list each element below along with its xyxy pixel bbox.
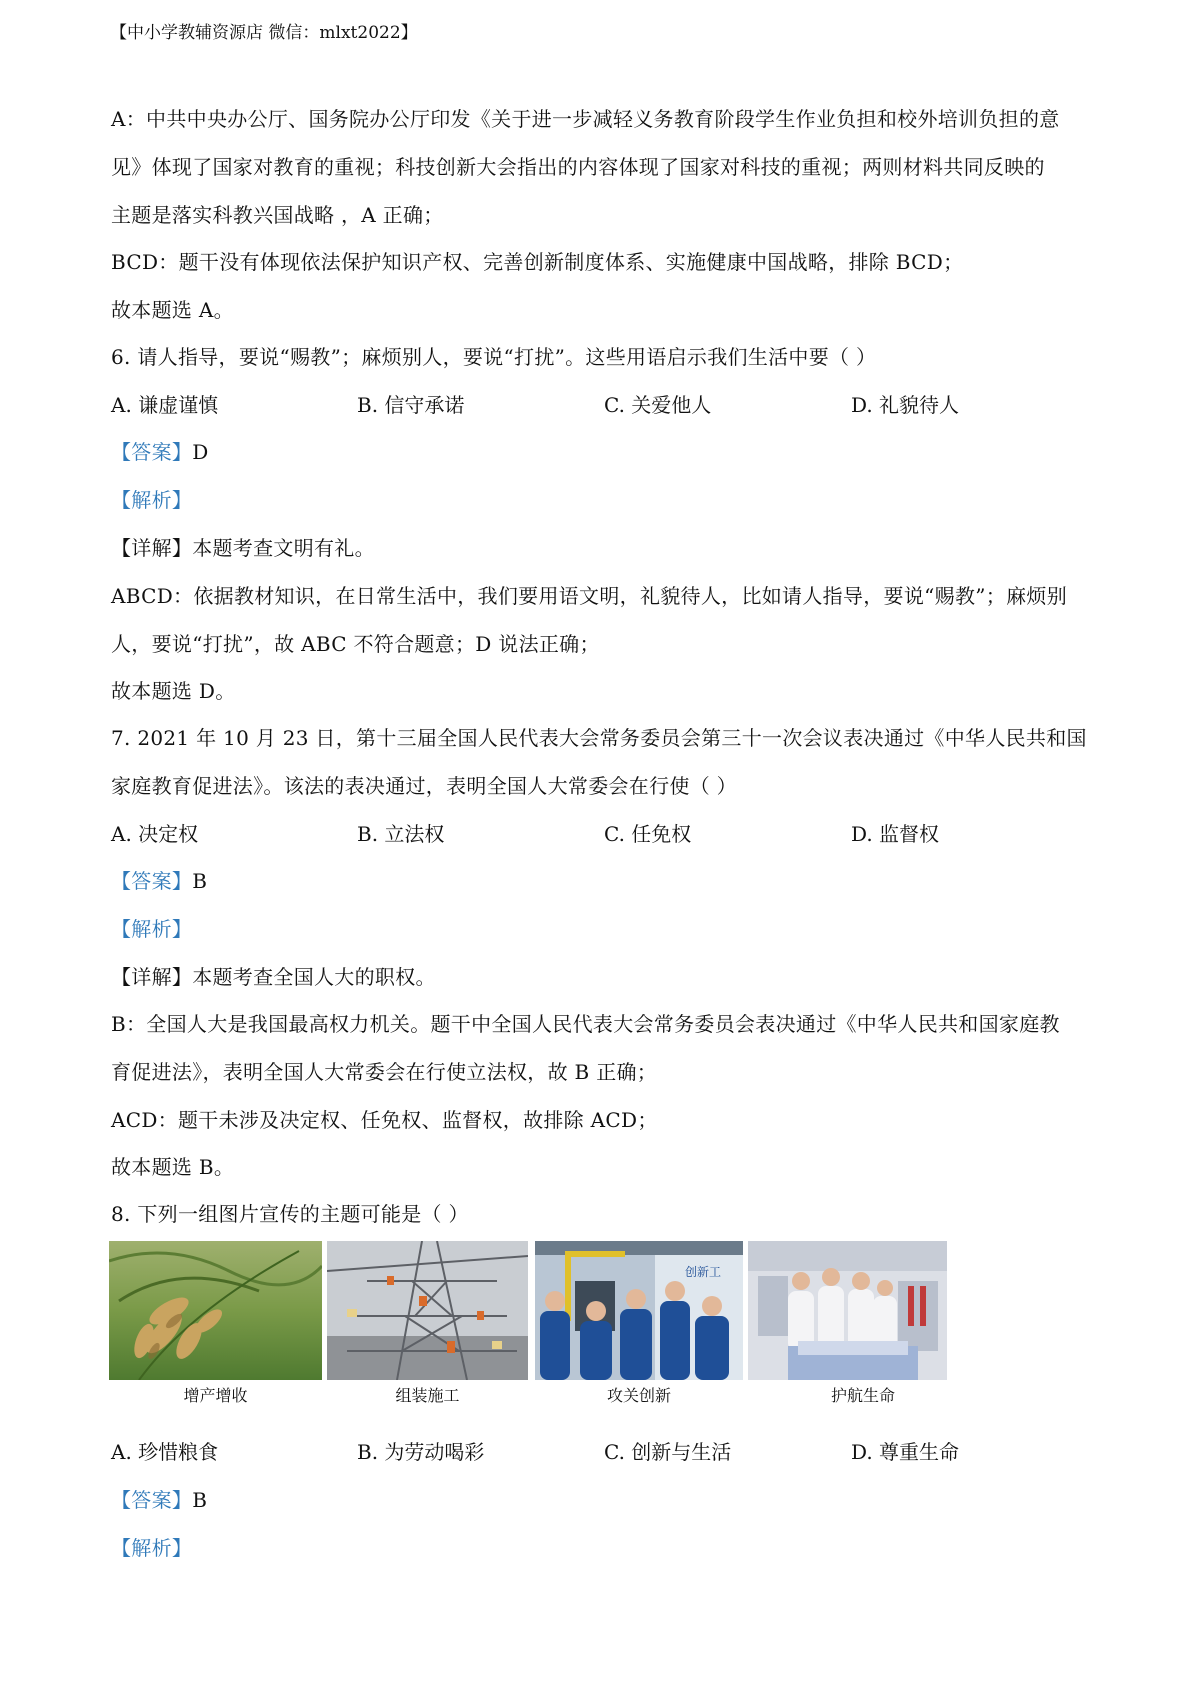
q6-stem: 6. 请人指导，要说“赐教”；麻烦别人，要说“打扰”。这些用语启示我们生活中要（ ）: [111, 345, 877, 369]
caption-3: 攻关创新: [606, 1386, 671, 1405]
detail-label: 【详解】: [111, 965, 193, 989]
q8-option-d: D. 尊重生命: [851, 1440, 960, 1464]
q7-stem-line2: 家庭教育促进法》。该法的表决通过，表明全国人大常委会在行使（ ）: [111, 774, 737, 798]
answer-value: D: [192, 440, 209, 464]
watermark-header: 【中小学教辅资源店 微信：mlxt2022】: [110, 23, 418, 43]
q7-option-b: B. 立法权: [357, 822, 445, 846]
q8-option-b: B. 为劳动喝彩: [357, 1440, 485, 1464]
photo-rice-harvest: [109, 1241, 322, 1380]
q6-detail: [111, 532, 375, 561]
q8-option-c: C. 创新与生活: [604, 1440, 732, 1464]
q6-explain-line3: 故本题选 D。: [111, 679, 236, 703]
q7-explain-line4: 故本题选 B。: [111, 1155, 235, 1179]
q6-option-b: B. 信守承诺: [357, 393, 465, 417]
q7-analysis-label: 【解析】: [111, 917, 193, 941]
q7-stem-line1: 7. 2021 年 10 月 23 日，第十三届全国人民代表大会常务委员会第三十一次会议表决通过《中华人民共和国: [111, 726, 1087, 750]
q5-explain-line2: 见》体现了国家对教育的重视；科技创新大会指出的内容体现了国家对科技的重视；两则材料共同反映的: [111, 155, 1045, 179]
answer-value: B: [192, 1488, 208, 1512]
answer-label: 【答案】: [111, 869, 193, 893]
q8-analysis-label: 【解析】: [111, 1536, 193, 1560]
answer-label: 【答案】: [111, 440, 193, 464]
q5-explain-line4: BCD：题干没有体现依法保护知识产权、完善创新制度体系、实施健康中国战略，排除 BCD；: [111, 250, 964, 274]
q8-option-a: A. 珍惜粮食: [111, 1440, 219, 1464]
q6-analysis-label: 【解析】: [111, 488, 193, 512]
q8-answer: [111, 1484, 207, 1513]
q6-option-c: C. 关爱他人: [604, 393, 712, 417]
photo-sign-text: 创新工: [685, 1265, 722, 1279]
answer-value: B: [192, 869, 208, 893]
q8-stem: 8. 下列一组图片宣传的主题可能是（ ）: [111, 1202, 469, 1226]
q7-option-c: C. 任免权: [604, 822, 692, 846]
answer-label: 【答案】: [111, 1488, 193, 1512]
q7-detail: [111, 961, 436, 990]
q6-explain-line2: 人，要说“打扰”，故 ABC 不符合题意；D 说法正确；: [111, 632, 600, 656]
detail-text: 本题考查全国人大的职权。: [192, 965, 436, 989]
q6-option-d: D. 礼貌待人: [851, 393, 960, 417]
caption-1: 增产增收: [183, 1386, 248, 1405]
photo-hospital: [748, 1241, 947, 1380]
photo-engineers: [535, 1241, 743, 1380]
q7-option-d: D. 监督权: [851, 822, 940, 846]
photo-power-tower: [327, 1241, 528, 1380]
q5-explain-line1: A：中共中央办公厅、国务院办公厅印发《关于进一步减轻义务教育阶段学生作业负担和校外培训负担的意: [111, 107, 1060, 131]
q6-option-a: A. 谦虚谨慎: [111, 393, 219, 417]
detail-text: 本题考查文明有礼。: [192, 536, 375, 560]
q5-explain-line3: 主题是落实科教兴国战略 ，A 正确；: [111, 203, 444, 227]
q6-explain-line1: ABCD：依据教材知识，在日常生活中，我们要用语文明，礼貌待人，比如请人指导，要说“赐教”；麻烦别: [111, 584, 1067, 608]
q6-answer: [111, 436, 209, 465]
q7-option-a: A. 决定权: [111, 822, 199, 846]
q7-answer: [111, 865, 207, 894]
caption-2: 组装施工: [395, 1386, 460, 1405]
caption-4: 护航生命: [830, 1386, 895, 1405]
q5-explain-line5: 故本题选 A。: [111, 298, 234, 322]
detail-label: 【详解】: [111, 536, 193, 560]
q7-explain-line1: B：全国人大是我国最高权力机关。题干中全国人民代表大会常务委员会表决通过《中华人民共和国家庭教: [111, 1012, 1060, 1036]
q7-explain-line2: 育促进法》，表明全国人大常委会在行使立法权，故 B 正确；: [111, 1060, 658, 1084]
q7-explain-line3: ACD：题干未涉及决定权、任免权、监督权，故排除 ACD；: [111, 1108, 658, 1132]
